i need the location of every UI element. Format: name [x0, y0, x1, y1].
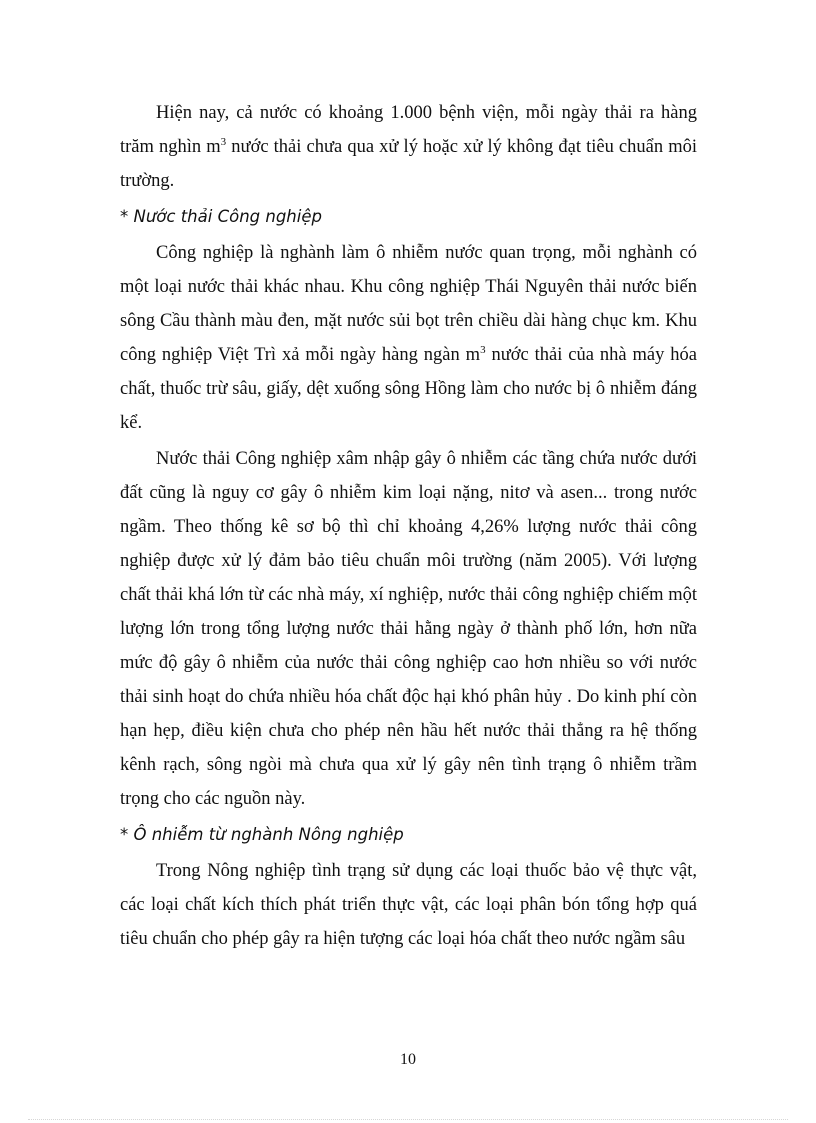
paragraph-hospital-wastewater: Hiện nay, cả nước có khoảng 1.000 bệnh viện, mỗi ngày thải ra hàng trăm nghìn $m^3$ nước thải chưa qua xử lý hoặc xử lý không đạt tiêu chuẩn môi trường.	[120, 103, 697, 191]
section-heading-agriculture-pollution: * Ô nhiễm từ nghành Nông nghiệp	[120, 825, 404, 844]
paragraph-industry-pollution: Công nghiệp là nghành làm ô nhiễm nước quan trọng, mỗi nghành có một loại nước thải khác nhau. Khu công nghiệp Thái Nguyên thải nước biến sông Cầu thành màu đen, mặt nước sủi bọt trên chiều dài hàng chục km. Khu công nghiệp Việt Trì xả mỗi ngày hàng ngàn $m^3$ nước thải của nhà máy hóa chất, thuốc trừ sâu, giấy, dệt xuống sông Hồng làm cho nước bị ô nhiễm đáng kể.	[120, 243, 697, 433]
page-number: 10	[400, 1051, 416, 1068]
page-bottom-rule	[28, 1119, 788, 1120]
document-page	[120, 96, 697, 958]
paragraph-agriculture: Trong Nông nghiệp tình trạng sử dụng các loại thuốc bảo vệ thực vật, các loại chất kích thích phát triển thực vật, các loại phân bón tổng hợp quá tiêu chuẩn cho phép gây ra hiện tượng các loại hóa chất theo nước ngầm sâu	[120, 861, 697, 949]
paragraph-industrial-groundwater: Nước thải Công nghiệp xâm nhập gây ô nhiễm các tầng chứa nước dưới đất cũng là nguy cơ gây ô nhiễm kim loại nặng, nitơ và asen... trong nước ngầm. Theo thống kê sơ bộ thì chỉ khoảng 4,26% lượng nước thải công nghiệp được xử lý đảm bảo tiêu chuẩn môi trường (năm 2005). Với lượng chất thải khá lớn từ các nhà máy, xí nghiệp, nước thải công nghiệp chiếm một lượng lớn trong tổng lượng nước thải hằng ngày ở thành phố lớn, hơn nữa mức độ gây ô nhiễm của nước thải công nghiệp cao hơn nhiều so với nước thải sinh hoạt do chứa nhiều hóa chất độc hại khó phân hủy . Do kinh phí còn hạn hẹp, điều kiện chưa cho phép nên hầu hết nước thải thẳng ra hệ thống kênh rạch, sông ngòi mà chưa qua xử lý gây nên tình trạng ô nhiễm trầm trọng cho các nguồn này.	[120, 449, 697, 809]
section-heading-industrial-wastewater: * Nước thải Công nghiệp	[120, 207, 322, 226]
